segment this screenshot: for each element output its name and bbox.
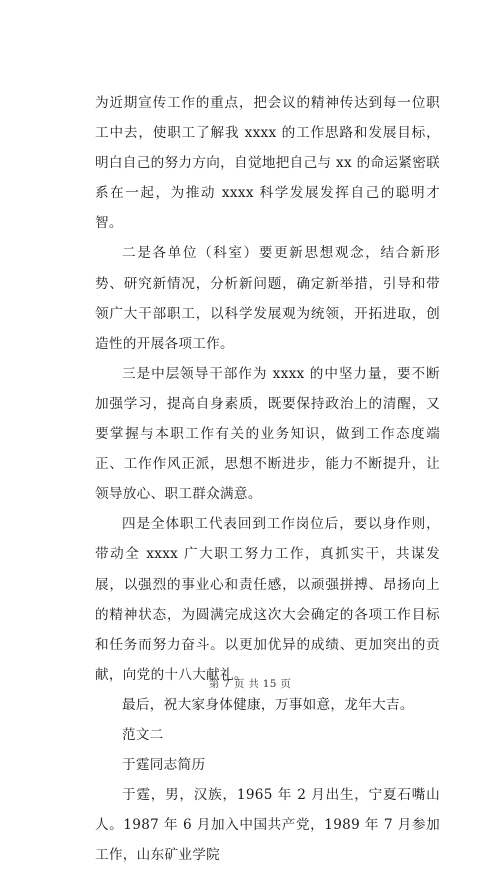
resume-title: 于霆同志简历 [122, 757, 206, 774]
paragraph-point-three: 三是中层领导干部作为 xxxx 的中坚力量，要不断加强学习，提高自身素质，既要保持政治上的清醒，又要掌握与本职工作有关的业务知识，做到工作态度端正、工作作风正派，思想不断进步，能力不断提升，让领导放心、职工群众满意。 [95, 365, 440, 503]
paragraph-closing: 最后，祝大家身体健康，万事如意，龙年大吉。 [122, 696, 414, 713]
document-body [95, 88, 440, 870]
paragraph-point-two: 二是各单位（科室）要更新思想观念，结合新形势、研究新情况，分析新问题，确定新举措，引导和带领广大干部职工，以科学发展观为统领，开拓进取，创造性的开展各项工作。 [95, 245, 440, 352]
paragraph-continued: 为近期宣传工作的重点，把会议的精神传达到每一位职工中去，使职工了解我 xxxx 的工作思路和发展目标，明白自己的努力方向，自觉地把自己与 xx 的命运紧密联系在一起，为推动 xxxx 科学发展发挥自己的聪明才智。 [95, 95, 440, 232]
section-heading: 范文二 [122, 726, 164, 743]
resume-paragraph: 于霆，男，汉族，1965 年 2 月出生，宁夏石嘴山人。1987 年 6 月加入中国共产党，1989 年 7 月参加工作，山东矿业学院 [95, 787, 440, 864]
page-number-footer: 第 7 页 共 15 页 [208, 678, 292, 690]
paragraph-point-four: 四是全体职工代表回到工作岗位后，要以身作则，带动全 xxxx 广大职工努力工作，真抓实干，共谋发展，以强烈的事业心和责任感，以顽强拼搏、昂扬向上的精神状态，为圆满完成这次大会确定的各项工作目标和任务而努力奋斗。以更加优异的成绩、更加突出的贡献，向党的十八大献礼。 [95, 516, 440, 683]
